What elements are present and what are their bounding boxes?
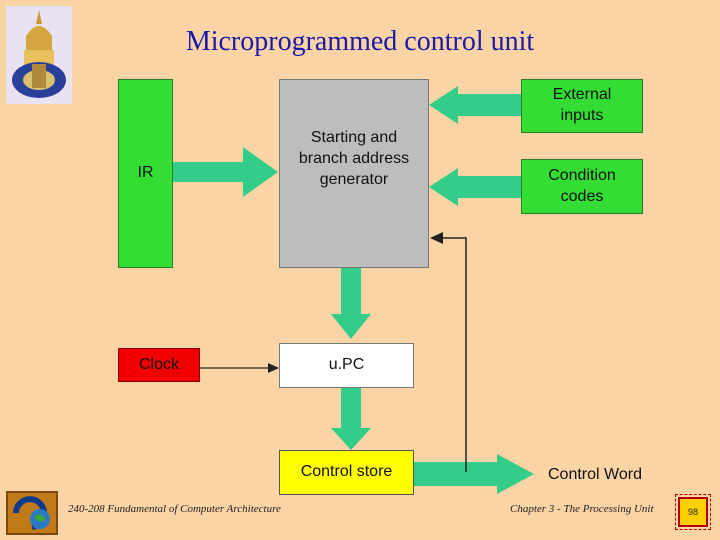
page-number-badge: 98 [678,497,708,527]
clock-block: Clock [118,348,200,382]
clock-to-upc-arrowhead [268,363,279,373]
branch-address-generator-block: Starting and branch address generator [279,79,429,268]
footer-course: 240-208 Fundamental of Computer Architecture [68,503,281,515]
faculty-logo-icon [6,491,58,535]
control-word-arrow [414,454,534,494]
slide-title: Microprogrammed control unit [185,26,535,57]
external-inputs-block: External inputs [521,79,643,133]
condition-codes-block: Condition codes [521,159,643,214]
upc-to-control-store-arrow [331,388,371,450]
feedback-arrowhead [430,232,443,244]
control-word-label: Control Word [548,466,642,483]
footer-chapter: Chapter 3 - The Processing Unit [510,503,654,515]
upc-block: u.PC [279,343,414,388]
external-inputs-arrow [429,86,521,124]
condition-codes-arrow [429,168,521,206]
control-store-block: Control store [279,450,414,495]
ir-to-generator-arrow [173,147,278,197]
ir-register-block: IR [118,79,173,268]
generator-to-upc-arrow [331,268,371,339]
